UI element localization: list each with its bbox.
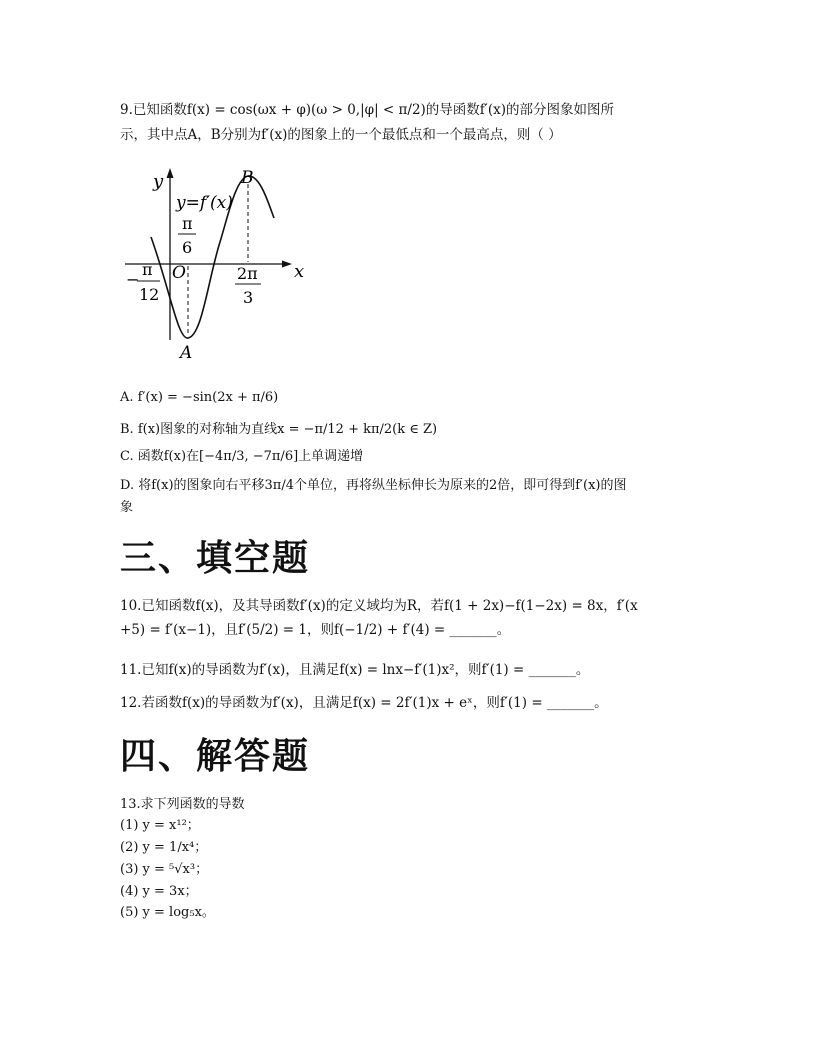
option-D-line2: 象 <box>120 500 134 515</box>
q10-line1: 10.已知函数f(x)，及其导函数f′(x)的定义域均为R，若f(1 + 2x)−f(1−2x) = 8x，f′(x <box>120 598 638 614</box>
q13-title: 13.求下列函数的导数 <box>120 797 245 812</box>
tick-pi6-den: 6 <box>182 238 193 257</box>
section-heading-solve: 四、解答题 <box>120 736 311 777</box>
label-point-A: A <box>180 343 193 363</box>
option-A: A. f′(x) = −sin(2x + π/6) <box>120 390 279 405</box>
derivative-graph <box>120 160 320 365</box>
q13-item-1: (1) y = x¹²； <box>120 818 200 833</box>
x-axis-arrow <box>282 261 292 268</box>
y-axis-arrow <box>167 168 174 178</box>
option-B: B. f(x)图象的对称轴为直线x = −π/12 + kπ/2(k ∈ Z) <box>120 422 438 437</box>
q13-item-4: (4) y = 3x； <box>120 884 198 899</box>
section-heading-fill-blank: 三、填空题 <box>120 538 311 579</box>
q13-item-2: (2) y = 1/x⁴； <box>120 840 208 855</box>
q10-line2: +5) = f′(x−1)，且f′(5/2) = 1，则f(−1/2) + f′(4) = _______。 <box>120 622 511 638</box>
tick-pi6-num: π <box>182 214 193 233</box>
label-origin: O <box>172 263 186 283</box>
tick-neg-sign: − <box>126 270 140 289</box>
option-D-line1: D. 将f(x)的图象向右平移3π/4个单位，再将纵坐标伸长为原来的2倍，即可得到f′(x)的图 <box>120 478 627 493</box>
q13-item-3: (3) y = ⁵√x³； <box>120 862 209 877</box>
option-C: C. 函数f(x)在[−4π/3, −7π/6]上单调递增 <box>120 449 364 464</box>
q11: 11.已知f(x)的导函数为f′(x)，且满足f(x) = lnx−f′(1)x²，则f′(1) = _______。 <box>120 662 590 678</box>
tick-neg-pi12-den: 12 <box>139 285 160 304</box>
label-point-B: B <box>241 168 254 188</box>
q9-line1: 9.已知函数f(x) = cos(ωx + φ)(ω > 0,|φ| < π/2)的导函数f′(x)的部分图象如图所 <box>120 102 615 118</box>
label-x: x <box>294 261 305 282</box>
q9-line2: 示，其中点A，B分别为f′(x)的图象上的一个最低点和一个最高点，则（ ） <box>120 127 562 143</box>
tick-2pi3-den: 3 <box>243 288 254 307</box>
q12: 12.若函数f(x)的导函数为f′(x)，且满足f(x) = 2f′(1)x + eˣ，则f′(1) = _______。 <box>120 695 608 711</box>
tick-neg-pi12-num: π <box>142 260 153 279</box>
label-curve: y=f′(x) <box>176 193 233 213</box>
q13-item-5: (5) y = log₅x。 <box>120 905 215 920</box>
tick-2pi3-num: 2π <box>237 264 258 283</box>
label-y: y <box>153 171 164 192</box>
